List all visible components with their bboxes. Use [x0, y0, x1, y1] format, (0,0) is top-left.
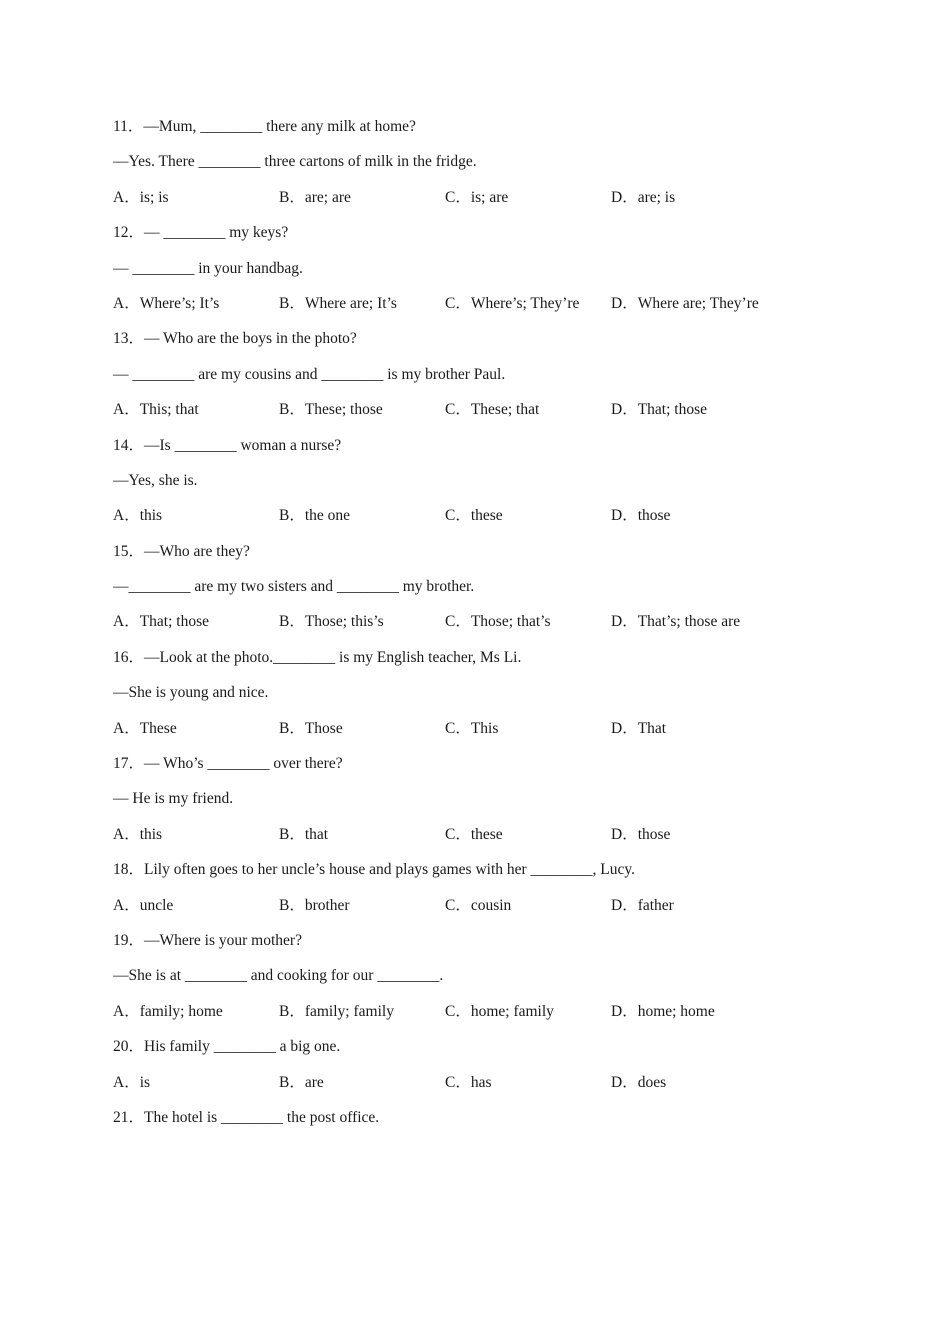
- option-a: A．is: [113, 1073, 151, 1091]
- option-d: D．That’s; those are: [611, 613, 741, 631]
- question-list: [113, 109, 873, 1135]
- question-line: —She is at ________ and cooking for our ________.: [113, 967, 444, 985]
- option-a: A．uncle: [113, 896, 174, 914]
- option-c: C．Where’s; They’re: [445, 294, 580, 312]
- option-d: D．are; is: [611, 188, 676, 206]
- options-row: [113, 1065, 873, 1100]
- option-c: C．has: [445, 1073, 492, 1091]
- question-stem: 14．—Is ________ woman a nurse?: [113, 436, 342, 454]
- option-b: B．Those: [279, 719, 343, 737]
- option-c: C．is; are: [445, 188, 509, 206]
- options-row: [113, 994, 873, 1029]
- option-b: B．Those; this’s: [279, 613, 384, 631]
- option-b: B．the one: [279, 507, 351, 525]
- option-d: D．home; home: [611, 1002, 715, 1020]
- option-a: A．That; those: [113, 613, 209, 631]
- option-c: C．these: [445, 825, 503, 843]
- question-line: —She is young and nice.: [113, 684, 269, 702]
- option-b: B．are: [279, 1073, 324, 1091]
- question-stem: 20．His family ________ a big one.: [113, 1038, 341, 1056]
- option-b: B．brother: [279, 896, 350, 914]
- option-c: C．This: [445, 719, 499, 737]
- option-c: C．Those; that’s: [445, 613, 551, 631]
- option-b: B．family; family: [279, 1002, 394, 1020]
- question-line: — ________ are my cousins and ________ is my brother Paul.: [113, 365, 506, 383]
- question-stem: 18．Lily often goes to her uncle’s house and plays games with her ________, Lucy.: [113, 861, 636, 879]
- option-d: D．father: [611, 896, 674, 914]
- option-d: D．That; those: [611, 401, 707, 419]
- question-stem: 15．—Who are they?: [113, 542, 250, 560]
- option-a: A．These: [113, 719, 177, 737]
- option-b: B．Where are; It’s: [279, 294, 397, 312]
- option-a: A．this: [113, 507, 163, 525]
- options-row: [113, 711, 873, 746]
- option-c: C．home; family: [445, 1002, 554, 1020]
- question-stem: 13．— Who are the boys in the photo?: [113, 330, 357, 348]
- question-stem: 21．The hotel is ________ the post office.: [113, 1108, 380, 1126]
- option-d: D．Where are; They’re: [611, 294, 759, 312]
- question-stem: 16．—Look at the photo.________ is my English teacher, Ms Li.: [113, 648, 522, 666]
- options-row: [113, 817, 873, 852]
- option-b: B．that: [279, 825, 329, 843]
- question-stem: 11．—Mum, ________ there any milk at home?: [113, 118, 416, 135]
- question-stem: 17．— Who’s ________ over there?: [113, 755, 343, 773]
- question-stem: 19．—Where is your mother?: [113, 931, 302, 949]
- option-a: A．This; that: [113, 401, 199, 419]
- option-d: D．those: [611, 507, 671, 525]
- option-d: D．does: [611, 1073, 667, 1091]
- option-b: B．These; those: [279, 401, 383, 419]
- option-d: D．That: [611, 719, 667, 737]
- question-line: —Yes, she is.: [113, 471, 198, 489]
- options-row: [113, 392, 873, 427]
- option-d: D．those: [611, 825, 671, 843]
- options-row: [113, 888, 873, 923]
- question-stem: 12．— ________ my keys?: [113, 224, 289, 242]
- option-a: A．family; home: [113, 1002, 223, 1020]
- question-line: —________ are my two sisters and ________ my brother.: [113, 578, 475, 596]
- question-line: — He is my friend.: [113, 790, 234, 808]
- option-a: A．this: [113, 825, 163, 843]
- options-row: [113, 604, 873, 639]
- option-a: A．Where’s; It’s: [113, 294, 220, 312]
- question-line: — ________ in your handbag.: [113, 259, 303, 277]
- option-c: C．these: [445, 507, 503, 525]
- options-row: [113, 180, 873, 215]
- question-line: —Yes. There ________ three cartons of milk in the fridge.: [113, 153, 477, 171]
- option-b: B．are; are: [279, 188, 351, 206]
- option-a: A．is; is: [113, 188, 169, 206]
- option-c: C．cousin: [445, 896, 512, 914]
- options-row: [113, 286, 873, 321]
- option-c: C．These; that: [445, 401, 540, 419]
- options-row: [113, 498, 873, 533]
